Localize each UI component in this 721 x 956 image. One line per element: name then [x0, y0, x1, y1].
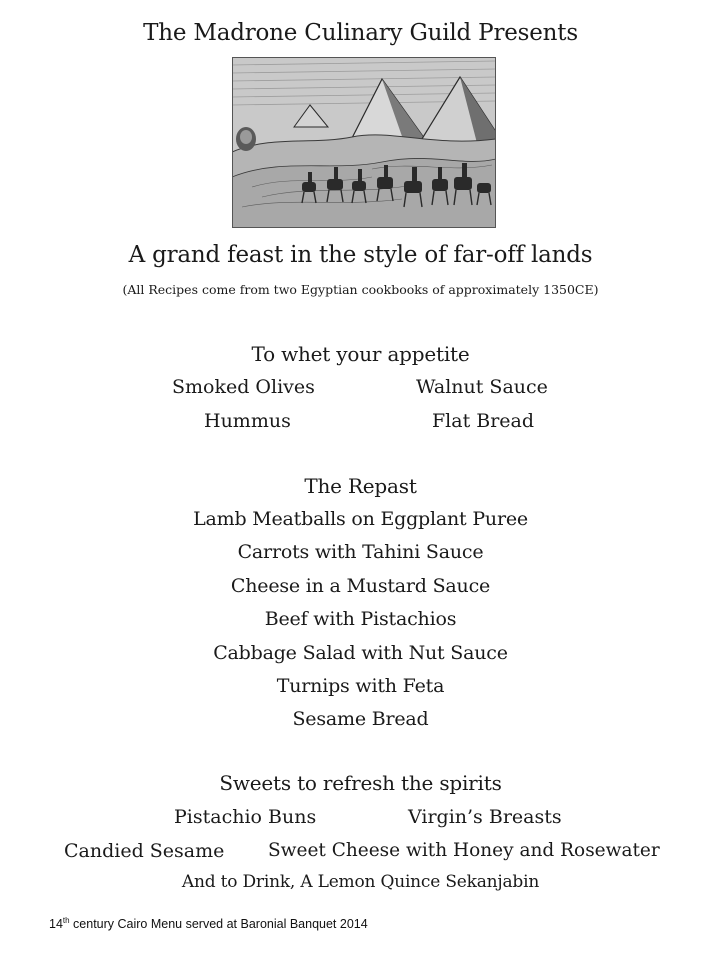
footer-ordinal-number: 14: [49, 917, 63, 931]
appetizer-item: Walnut Sauce: [416, 376, 548, 398]
sweets-heading: Sweets to refresh the spirits: [219, 771, 502, 795]
appetizer-item: Flat Bread: [432, 410, 535, 432]
appetizer-item: Smoked Olives: [172, 376, 315, 398]
repast-item: Beef with Pistachios: [264, 608, 457, 630]
repast-item: Cabbage Salad with Nut Sauce: [213, 642, 508, 664]
menu-footer: [49, 917, 368, 931]
sweet-item: Pistachio Buns: [174, 806, 317, 828]
appetizer-item: Hummus: [204, 410, 291, 432]
footer-ordinal-suffix: th: [62, 915, 70, 925]
feast-subtitle: A grand feast in the style of far-off lands: [128, 242, 593, 268]
repast-item: Sesame Bread: [292, 708, 429, 730]
repast-item: Turnips with Feta: [276, 675, 445, 697]
appetizers-heading: To whet your appetite: [251, 342, 470, 366]
repast-item: Lamb Meatballs on Eggplant Puree: [193, 508, 528, 530]
page-title: The Madrone Culinary Guild Presents: [143, 20, 578, 46]
repast-item: Carrots with Tahini Sauce: [237, 541, 484, 563]
pyramids-caravan-engraving-icon: [232, 57, 496, 228]
recipe-source-note: (All Recipes come from two Egyptian cookbooks of approximately 1350CE): [122, 282, 599, 297]
drink-line: And to Drink, A Lemon Quince Sekanjabin: [181, 872, 540, 892]
repast-item: Cheese in a Mustard Sauce: [230, 575, 491, 597]
repast-heading: The Repast: [304, 474, 417, 498]
sweet-item: Candied Sesame: [64, 840, 225, 862]
footer-text: century Cairo Menu served at Baronial Banquet 2014: [69, 917, 368, 931]
sweet-item: Virgin’s Breasts: [408, 806, 562, 828]
sweet-item: Sweet Cheese with Honey and Rosewater: [268, 840, 660, 861]
